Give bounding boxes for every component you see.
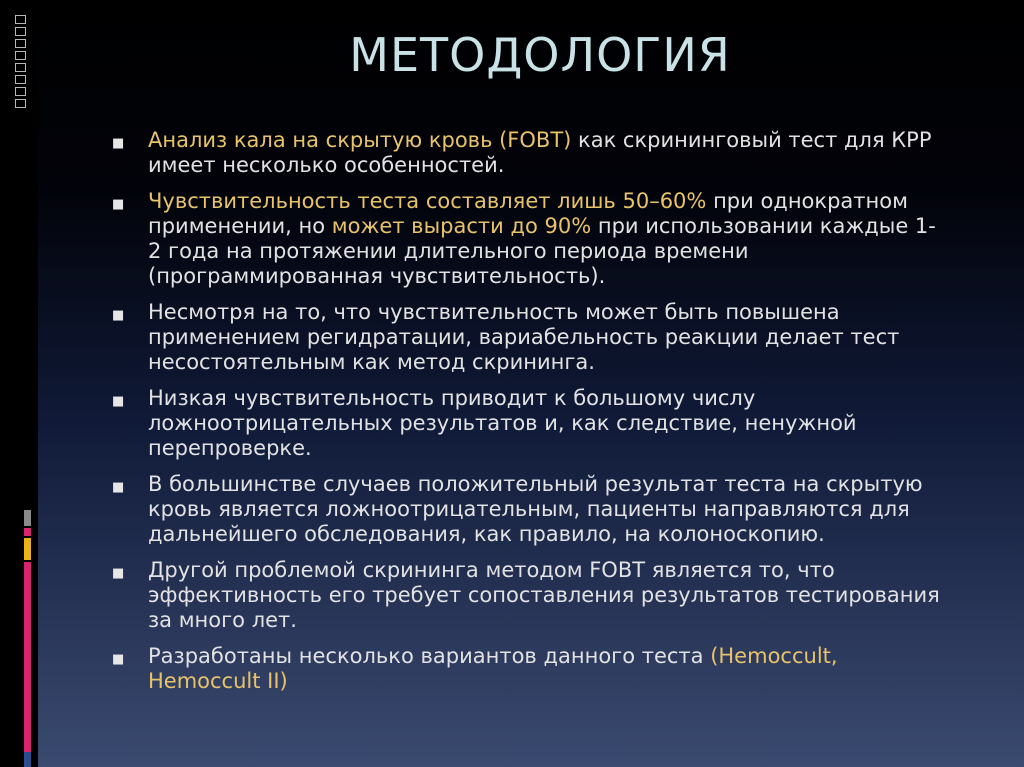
bullet-text: В большинстве случаев положительный результат теста на скрытую кровь является ложноотрицательным, пациенты направляются для дальнейшего обследования, как правило, на колоноскопию.	[148, 472, 923, 546]
bullet-text: Несмотря на то, что чувствительность может быть повышена применением регидратации, вариабельность реакции делает тест несостоятельным как метод скрининга.	[148, 300, 900, 374]
bullet-item-rehydration	[112, 300, 942, 375]
square-bullet-icon: ■	[112, 308, 125, 323]
bullet-item-sensitivity	[112, 189, 942, 289]
side-accent-blue	[24, 752, 31, 767]
side-accent-yellow	[24, 538, 31, 560]
left-decor-band	[0, 0, 38, 767]
square-bullet-icon: ■	[112, 136, 125, 151]
highlight-text: Чувствительность теста составляет лишь 50–60%	[148, 189, 707, 213]
bullet-item-low-sensitivity	[112, 386, 942, 461]
square-bullet-icon: ■	[112, 197, 125, 212]
square-bullet-icon: ■	[112, 394, 125, 409]
bullet-item-other-problem	[112, 558, 942, 633]
highlight-text: Анализ кала на скрытую кровь (FOBT)	[148, 128, 572, 152]
side-accent-pink-long	[24, 562, 31, 752]
highlight-text: может вырасти до 90%	[331, 214, 592, 238]
slide-title: МЕТОДОЛОГИЯ	[349, 28, 731, 82]
bullet-list	[112, 128, 942, 705]
bullet-item-fobt	[112, 128, 942, 178]
bullet-text: при однократном применении, но	[148, 189, 908, 238]
side-accent-pink	[24, 528, 31, 536]
bullet-text: Другой проблемой скрининга методом FOBT является то, что эффективность его требует сопоставления результатов тестирования за много лет.	[148, 558, 940, 632]
decor-squares-icon	[15, 15, 33, 111]
bullet-text: Разработаны несколько вариантов данного теста	[148, 644, 711, 668]
bullet-item-variants	[112, 644, 942, 694]
bullet-text: при использовании каждые 1-2 года на протяжении длительного периода времени (программированная чувствительность).	[148, 214, 936, 288]
bullet-text: как скрининговый тест для КРР имеет несколько особенностей.	[148, 128, 932, 177]
highlight-text: (Hemoccult, Hemoccult II)	[148, 644, 838, 693]
square-bullet-icon: ■	[112, 480, 125, 495]
square-bullet-icon: ■	[112, 652, 125, 667]
square-bullet-icon: ■	[112, 566, 125, 581]
bullet-item-positive-result	[112, 472, 942, 547]
side-accent-gray	[24, 510, 31, 526]
bullet-text: Низкая чувствительность приводит к большому числу ложноотрицательных результатов и, как следствие, ненужной перепроверке.	[148, 386, 857, 460]
